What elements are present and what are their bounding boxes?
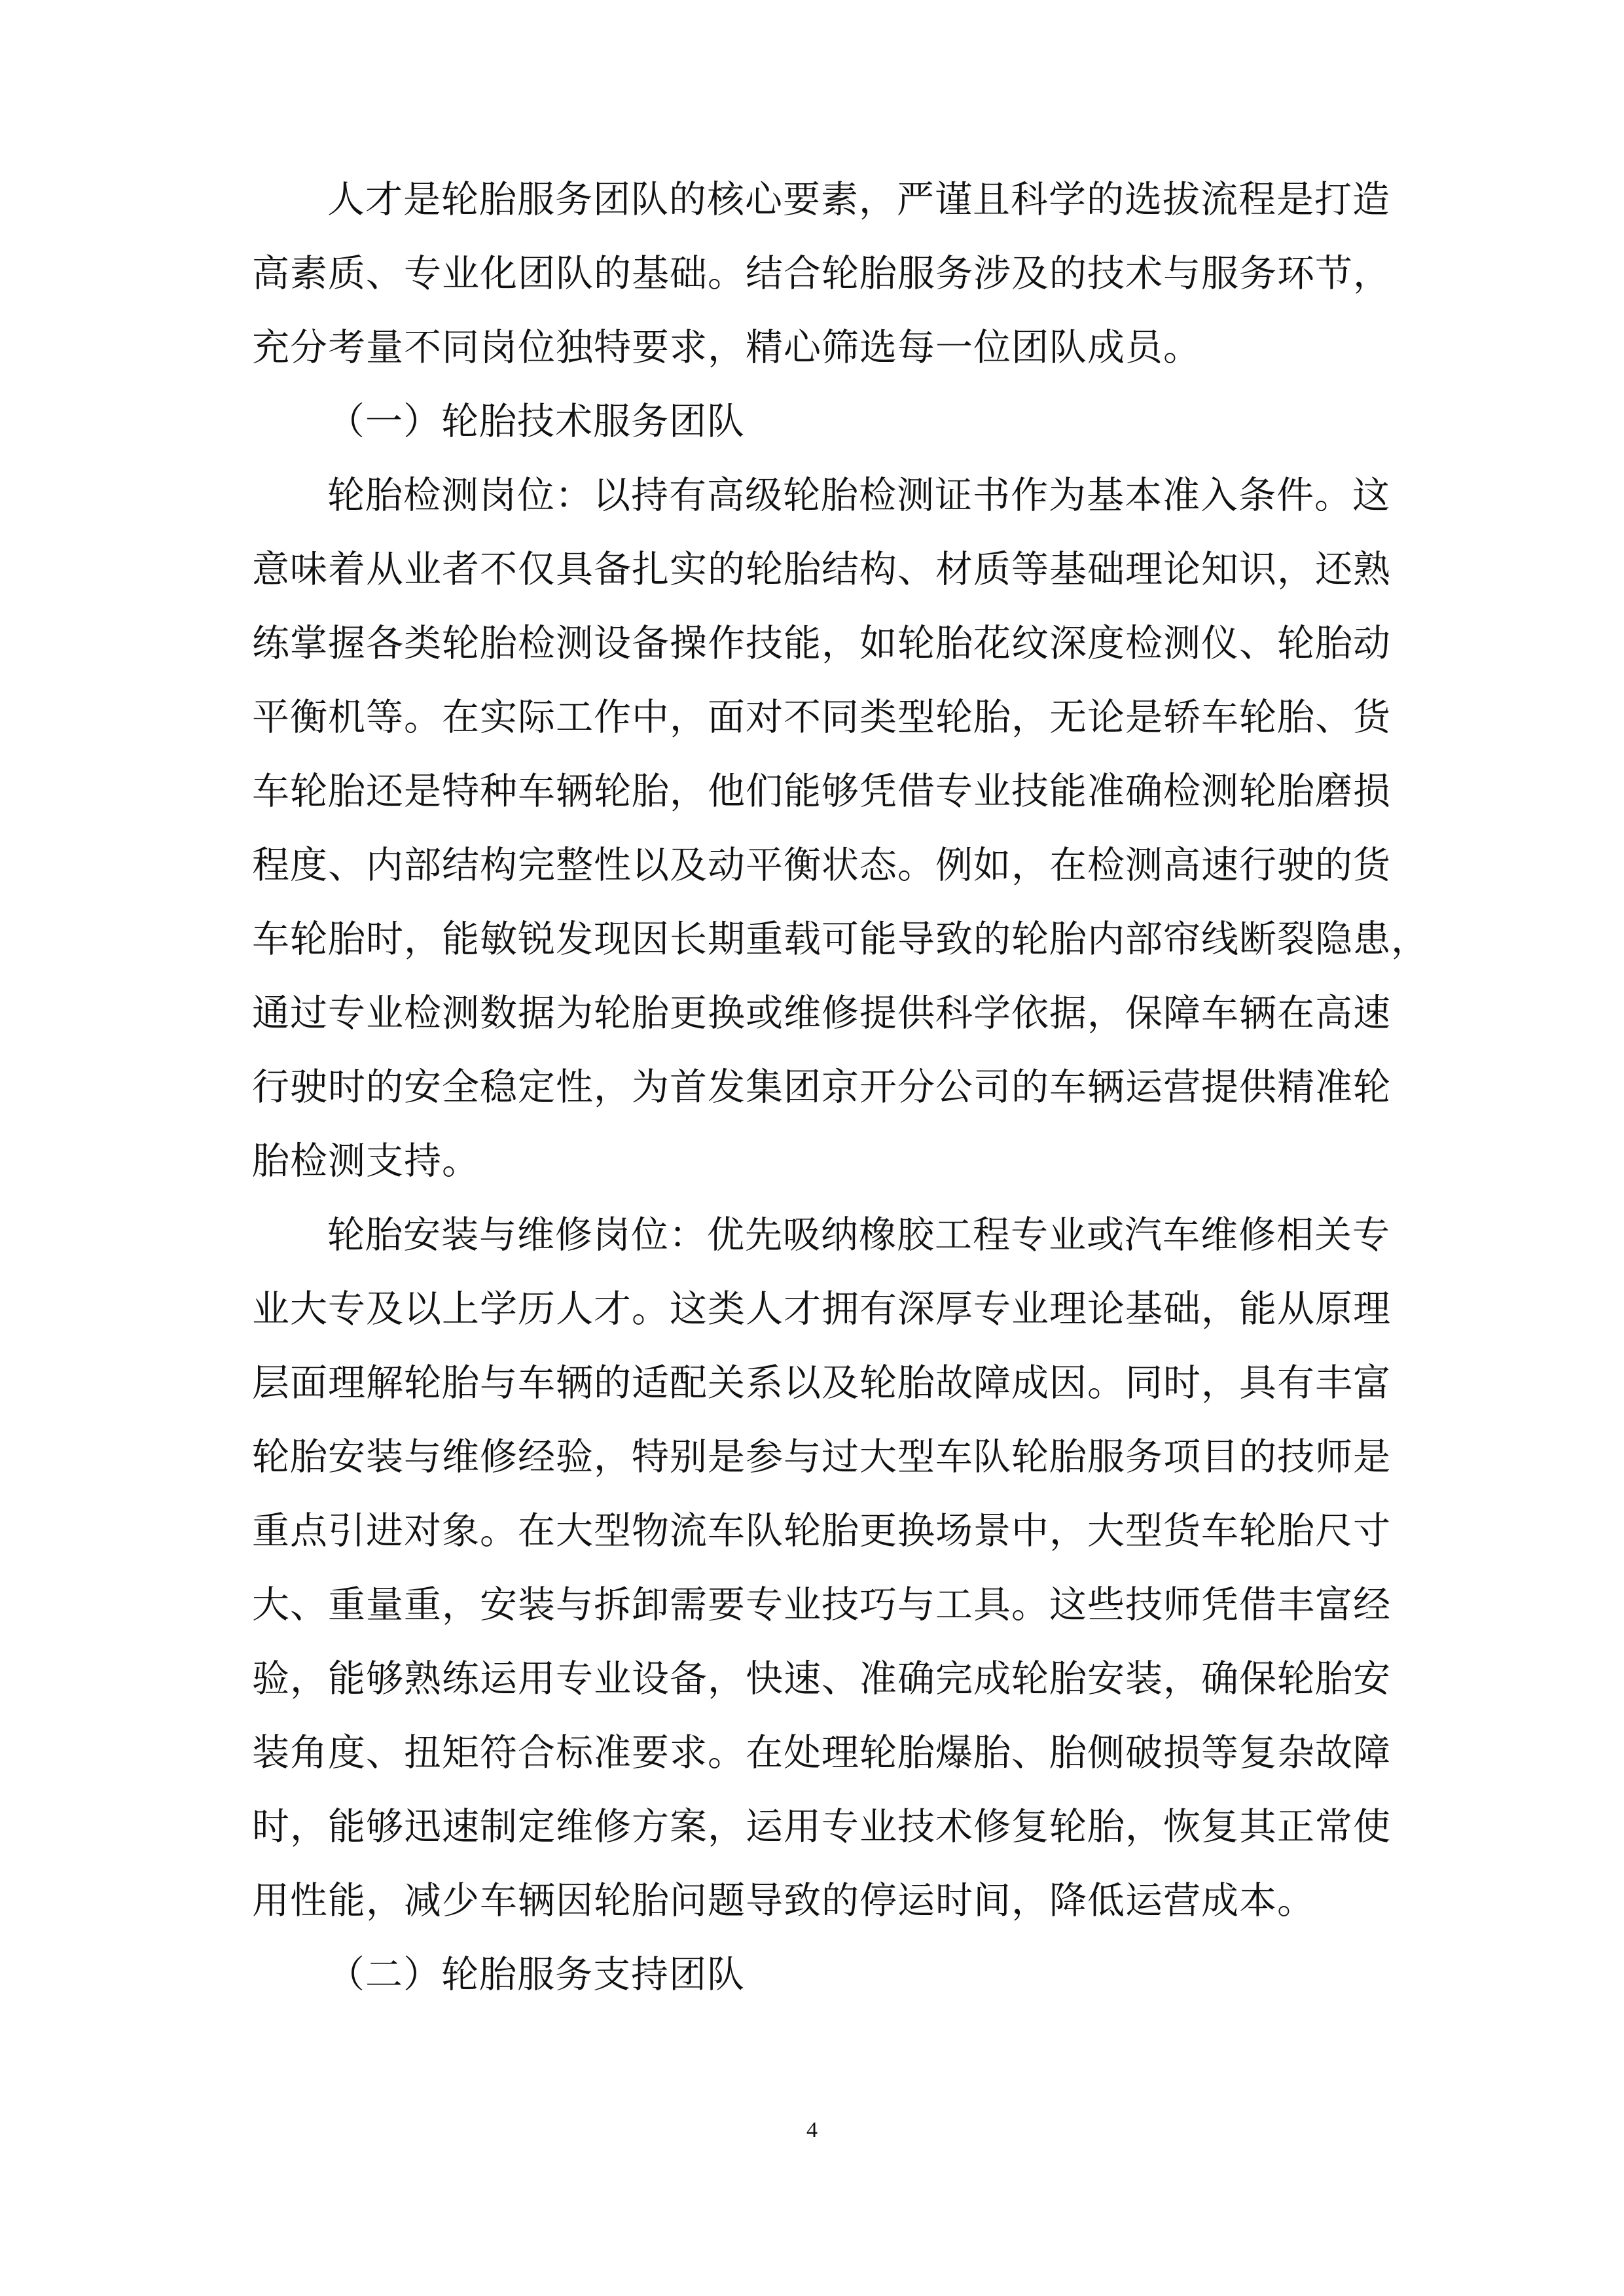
paragraph-2-line-10: 胎检测支持。 xyxy=(252,1139,480,1183)
paragraph-2-line-9: 行驶时的安全稳定性，为首发集团京开分公司的车辆运营提供精准轮 xyxy=(252,1066,1391,1109)
paragraph-3-line-3: 层面理解轮胎与车辆的适配关系以及轮胎故障成因。同时，具有丰富 xyxy=(252,1361,1391,1405)
paragraph-2-line-4: 平衡机等。在实际工作中，面对不同类型轮胎，无论是轿车轮胎、货 xyxy=(252,696,1391,739)
paragraph-3-line-7: 验，能够熟练运用专业设备，快速、准确完成轮胎安装，确保轮胎安 xyxy=(252,1657,1391,1700)
paragraph-2-line-5: 车轮胎还是特种车辆轮胎，他们能够凭借专业技能准确检测轮胎磨损 xyxy=(252,770,1391,813)
paragraph-3-line-8: 装角度、扭矩符合标准要求。在处理轮胎爆胎、胎侧破损等复杂故障 xyxy=(252,1731,1391,1774)
paragraph-2-line-1: 轮胎检测岗位：以持有高级轮胎检测证书作为基本准入条件。这 xyxy=(327,474,1390,517)
paragraph-2-line-6: 程度、内部结构完整性以及动平衡状态。例如，在检测高速行驶的货 xyxy=(252,844,1391,887)
section-heading-1: （一）轮胎技术服务团队 xyxy=(327,400,745,443)
page-number: 4 xyxy=(806,2118,818,2142)
paragraph-2-line-8: 通过专业检测数据为轮胎更换或维修提供科学依据，保障车辆在高速 xyxy=(252,992,1391,1035)
paragraph-3-line-5: 重点引进对象。在大型物流车队轮胎更换场景中，大型货车轮胎尺寸 xyxy=(252,1509,1391,1552)
paragraph-2-line-3: 练掌握各类轮胎检测设备操作技能，如轮胎花纹深度检测仪、轮胎动 xyxy=(252,622,1391,665)
paragraph-1-line-3: 充分考量不同岗位独特要求，精心筛选每一位团队成员。 xyxy=(252,326,1201,369)
paragraph-3-line-2: 业大专及以上学历人才。这类人才拥有深厚专业理论基础，能从原理 xyxy=(252,1287,1391,1331)
paragraph-2-line-2: 意味着从业者不仅具备扎实的轮胎结构、材质等基础理论知识，还熟 xyxy=(252,548,1391,591)
paragraph-3-line-10: 用性能，减少车辆因轮胎问题导致的停运时间，降低运营成本。 xyxy=(252,1879,1315,1922)
paragraph-1-line-1: 人才是轮胎服务团队的核心要素，严谨且科学的选拔流程是打造 xyxy=(327,178,1390,221)
paragraph-1-line-2: 高素质、专业化团队的基础。结合轮胎服务涉及的技术与服务环节， xyxy=(252,252,1391,295)
paragraph-3-line-4: 轮胎安装与维修经验，特别是参与过大型车队轮胎服务项目的技师是 xyxy=(252,1435,1391,1479)
paragraph-3-line-9: 时，能够迅速制定维修方案，运用专业技术修复轮胎，恢复其正常使 xyxy=(252,1805,1391,1848)
paragraph-3-line-1: 轮胎安装与维修岗位：优先吸纳橡胶工程专业或汽车维修相关专 xyxy=(327,1213,1390,1257)
section-heading-2: （二）轮胎服务支持团队 xyxy=(327,1953,745,1996)
paragraph-3-line-6: 大、重量重，安装与拆卸需要专业技巧与工具。这些技师凭借丰富经 xyxy=(252,1583,1391,1626)
paragraph-2-line-7: 车轮胎时，能敏锐发现因长期重载可能导致的轮胎内部帘线断裂隐患， xyxy=(252,918,1429,961)
